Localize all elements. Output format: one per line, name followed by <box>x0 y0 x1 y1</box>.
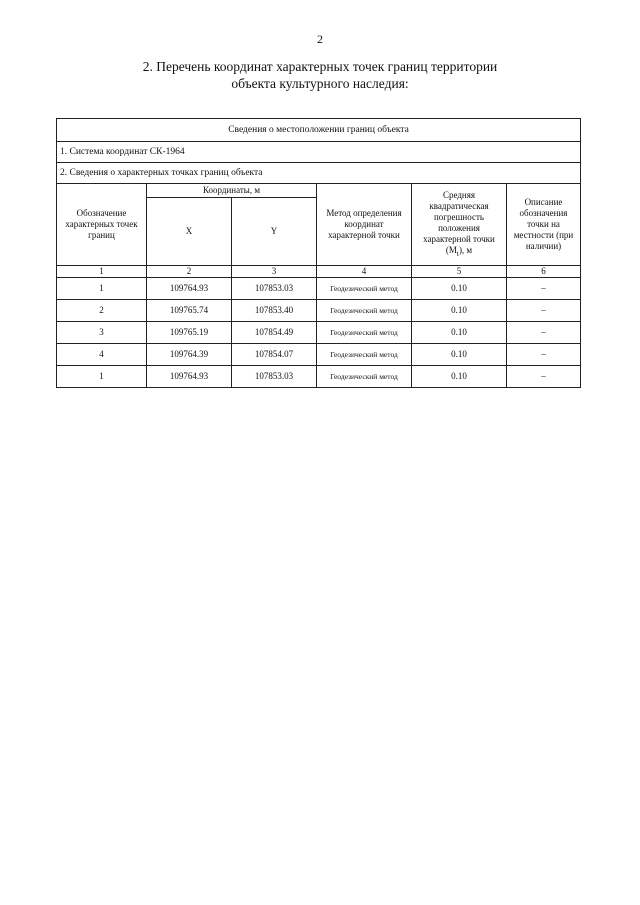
cell-error: 0.10 <box>412 366 507 388</box>
cell-method: Геодезический метод <box>317 300 412 322</box>
cell-x: 109765.74 <box>147 300 232 322</box>
cell-description: – <box>507 366 581 388</box>
table-row <box>57 366 581 388</box>
cell-point: 4 <box>57 344 147 366</box>
cell-method: Геодезический метод <box>317 344 412 366</box>
col-method-header: Метод определения координат характерной точки <box>317 184 412 266</box>
cell-point: 2 <box>57 300 147 322</box>
col-error-header-sub: t <box>456 248 459 258</box>
table-row <box>57 278 581 300</box>
cell-error: 0.10 <box>412 300 507 322</box>
col-number: 3 <box>232 266 317 278</box>
cell-point: 1 <box>57 278 147 300</box>
cell-description: – <box>507 344 581 366</box>
col-x-header: X <box>147 198 232 266</box>
cell-description: – <box>507 322 581 344</box>
cell-x: 109764.39 <box>147 344 232 366</box>
cell-y: 107854.07 <box>232 344 317 366</box>
cell-y: 107853.03 <box>232 278 317 300</box>
cell-method: Геодезический метод <box>317 322 412 344</box>
cell-y: 107853.40 <box>232 300 317 322</box>
cell-error: 0.10 <box>412 344 507 366</box>
cell-point: 1 <box>57 366 147 388</box>
cell-description: – <box>507 278 581 300</box>
col-number: 1 <box>57 266 147 278</box>
cell-error: 0.10 <box>412 322 507 344</box>
col-number: 2 <box>147 266 232 278</box>
table-row <box>57 322 581 344</box>
cell-point: 3 <box>57 322 147 344</box>
coordinates-table <box>56 118 581 388</box>
cell-y: 107854.49 <box>232 322 317 344</box>
page-number: 2 <box>317 32 323 46</box>
col-description-header: Описание обозначения точки на местности (при наличии) <box>507 184 581 266</box>
col-number: 4 <box>317 266 412 278</box>
points-section-row: 2. Сведения о характерных точках границ объекта <box>57 163 581 184</box>
col-designation-header: Обозначение характерных точек границ <box>57 184 147 266</box>
col-error-header-suffix: ), м <box>458 245 473 256</box>
col-y-header: Y <box>232 198 317 266</box>
table-row <box>57 300 581 322</box>
cell-x: 109764.93 <box>147 366 232 388</box>
cell-x: 109764.93 <box>147 278 232 300</box>
page-title <box>60 58 580 92</box>
cell-method: Геодезический метод <box>317 278 412 300</box>
col-coords-group-header: Координаты, м <box>147 184 317 198</box>
title-line-1: 2. Перечень координат характерных точек границ территории <box>142 59 498 74</box>
col-error-header-text: Средняя квадратическая погрешность положения характерной точки (M <box>423 190 495 256</box>
cell-error: 0.10 <box>412 278 507 300</box>
coord-system-row: 1. Система координат СК-1964 <box>57 142 581 163</box>
table-row <box>57 344 581 366</box>
cell-x: 109765.19 <box>147 322 232 344</box>
title-line-2: объекта культурного наследия: <box>231 76 409 91</box>
col-error-header <box>412 184 507 266</box>
table-header-main: Сведения о местоположении границ объекта <box>57 119 581 142</box>
col-number: 6 <box>507 266 581 278</box>
cell-description: – <box>507 300 581 322</box>
col-number: 5 <box>412 266 507 278</box>
cell-y: 107853.03 <box>232 366 317 388</box>
cell-method: Геодезический метод <box>317 366 412 388</box>
